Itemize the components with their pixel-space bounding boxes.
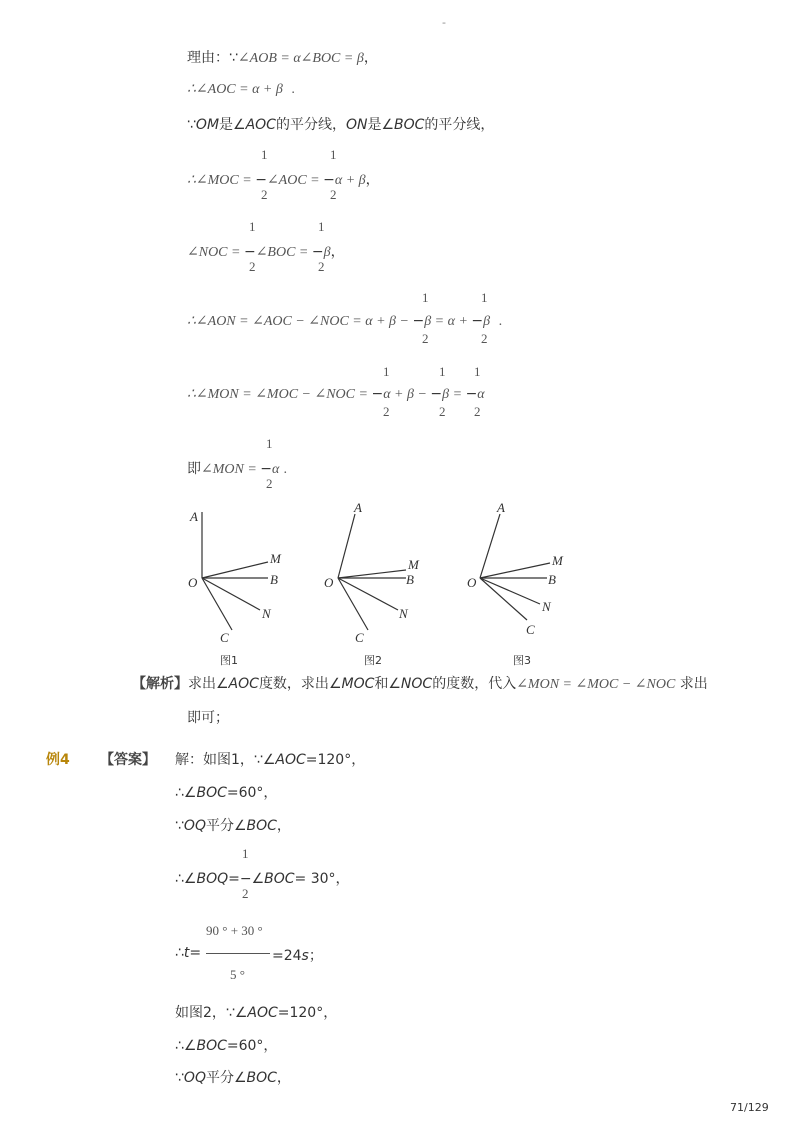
label-b: B xyxy=(270,572,278,587)
proof-line-7: ∴∠MON = ∠MOC − ∠NOC = −α + β − −β = −α xyxy=(187,386,485,402)
frac-den: 2 xyxy=(261,187,268,202)
t-denominator: 5 ° xyxy=(230,967,245,982)
label-o: O xyxy=(467,575,477,590)
t-numerator: 90 ° + 30 ° xyxy=(206,923,263,938)
analysis-line-1: 【解析】求出∠AOC度数，求出∠MOC和∠NOC的度数，代入∠MON = ∠MOC − ∠NOC 求出 xyxy=(132,676,708,692)
frac-den: 2 xyxy=(481,331,488,346)
example-label: 例4 xyxy=(46,752,70,768)
frac-den: 2 xyxy=(249,259,256,274)
label-c: C xyxy=(526,622,535,637)
answer-line-5: 如图2，∵∠AOC=120°， xyxy=(175,1005,338,1021)
frac-num: 1 xyxy=(242,846,249,861)
label-m: M xyxy=(408,557,419,572)
label-a: A xyxy=(190,509,198,524)
figure-caption: 图1 xyxy=(220,654,238,667)
answer-line-7: ∵OQ平分∠BOC， xyxy=(175,1070,291,1086)
frac-den: 2 xyxy=(439,404,446,419)
frac-den: 2 xyxy=(383,404,390,419)
frac-den: 2 xyxy=(474,404,481,419)
label-m: M xyxy=(552,553,563,568)
frac-den: 2 xyxy=(422,331,429,346)
answer-line-4: ∴∠BOQ=−∠BOC= 30°， xyxy=(175,871,350,887)
fraction-bar xyxy=(206,953,270,954)
frac-num: 1 xyxy=(422,290,429,305)
frac-den: 2 xyxy=(330,187,337,202)
answer-t-result: =24s； xyxy=(272,948,323,964)
label-b: B xyxy=(548,572,556,587)
figure-caption: 图3 xyxy=(513,654,531,667)
answer-t-line: ∴t= xyxy=(175,945,202,961)
label-c: C xyxy=(355,630,364,645)
answer-line-6: ∴∠BOC=60°， xyxy=(175,1038,278,1054)
proof-line-3: ∵OM是∠AOC的平分线，ON是∠BOC的平分线， xyxy=(187,117,495,133)
frac-num: 1 xyxy=(383,364,390,379)
proof-line-1: 理由：∵∠AOB = α∠BOC = β， xyxy=(187,50,378,66)
label-n: N xyxy=(262,606,271,621)
figure-3 xyxy=(480,514,550,620)
frac-num: 1 xyxy=(439,364,446,379)
figure-1 xyxy=(202,512,268,630)
frac-num: 1 xyxy=(261,147,268,162)
label-n: N xyxy=(542,599,551,614)
label-n: N xyxy=(399,606,408,621)
frac-den: 2 xyxy=(266,476,273,491)
frac-num: 1 xyxy=(318,219,325,234)
figure-caption: 图2 xyxy=(364,654,382,667)
proof-line-8: 即∠MON = −α . xyxy=(187,461,288,477)
answer-line-3: ∵OQ平分∠BOC， xyxy=(175,818,291,834)
page-number: 71/129 xyxy=(730,1101,769,1114)
label-o: O xyxy=(324,575,334,590)
answer-line-2: ∴∠BOC=60°， xyxy=(175,785,278,801)
figure-2 xyxy=(338,514,406,630)
answer-line-1: 解：如图1，∵∠AOC=120°， xyxy=(175,752,366,768)
label-b: B xyxy=(406,572,414,587)
frac-num: 1 xyxy=(249,219,256,234)
proof-line-6: ∴∠AON = ∠AOC − ∠NOC = α + β − −β = α + −β . xyxy=(187,313,503,329)
answer-tag: 【答案】 xyxy=(100,752,156,768)
frac-den: 2 xyxy=(318,259,325,274)
label-a: A xyxy=(497,500,505,515)
frac-num: 1 xyxy=(330,147,337,162)
header-mark: - xyxy=(442,16,446,29)
proof-line-4: ∴∠MOC = −∠AOC = −α + β， xyxy=(187,172,380,188)
frac-num: 1 xyxy=(474,364,481,379)
frac-den: 2 xyxy=(242,886,249,901)
label-c: C xyxy=(220,630,229,645)
label-m: M xyxy=(270,551,281,566)
proof-line-2: ∴∠AOC = α + β . xyxy=(187,82,296,97)
frac-num: 1 xyxy=(481,290,488,305)
label-a: A xyxy=(354,500,362,515)
analysis-line-2: 即可； xyxy=(187,710,229,726)
analysis-tag: 【解析】 xyxy=(132,676,188,692)
proof-line-5: ∠NOC = −∠BOC = −β， xyxy=(187,244,345,260)
label-o: O xyxy=(188,575,198,590)
frac-num: 1 xyxy=(266,436,273,451)
